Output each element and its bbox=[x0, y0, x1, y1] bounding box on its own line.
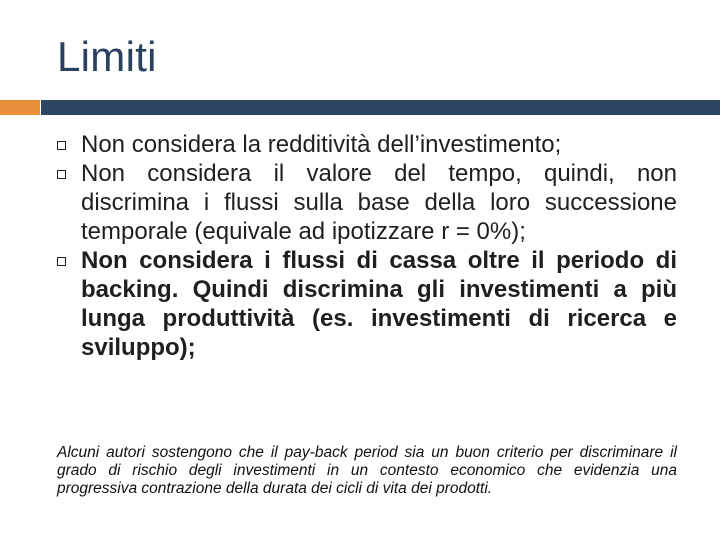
bullet-text: Non considera la redditività dell’investimento; bbox=[81, 131, 562, 158]
bullet-text: Non considera i flussi di cassa oltre il periodo di backing. Quindi discrimina gli investimenti a più lunga produttività (es. investimenti di ricerca e sviluppo); bbox=[81, 247, 677, 361]
accent-bar-navy bbox=[41, 100, 720, 115]
hollow-square-bullet-icon bbox=[57, 141, 66, 150]
hollow-square-bullet-icon bbox=[57, 170, 66, 179]
slide-title: Limiti bbox=[57, 33, 157, 80]
bullet-item bbox=[57, 130, 677, 159]
accent-bar-orange bbox=[0, 100, 40, 115]
hollow-square-bullet-icon bbox=[57, 257, 66, 266]
bullet-list bbox=[57, 130, 677, 362]
footnote: Alcuni autori sostengono che il pay-back period sia un buon criterio per discriminare il grado di rischio degli investimenti in un contesto economico che evidenzia una progressiva contrazione della durata dei cicli di vita dei prodotti. bbox=[57, 444, 677, 497]
bullet-item bbox=[57, 159, 677, 246]
bullet-item bbox=[57, 246, 677, 362]
bullet-text: Non considera il valore del tempo, quindi, non discrimina i flussi sulla base della loro successione temporale (equivale ad ipotizzare r = 0%); bbox=[81, 160, 677, 245]
